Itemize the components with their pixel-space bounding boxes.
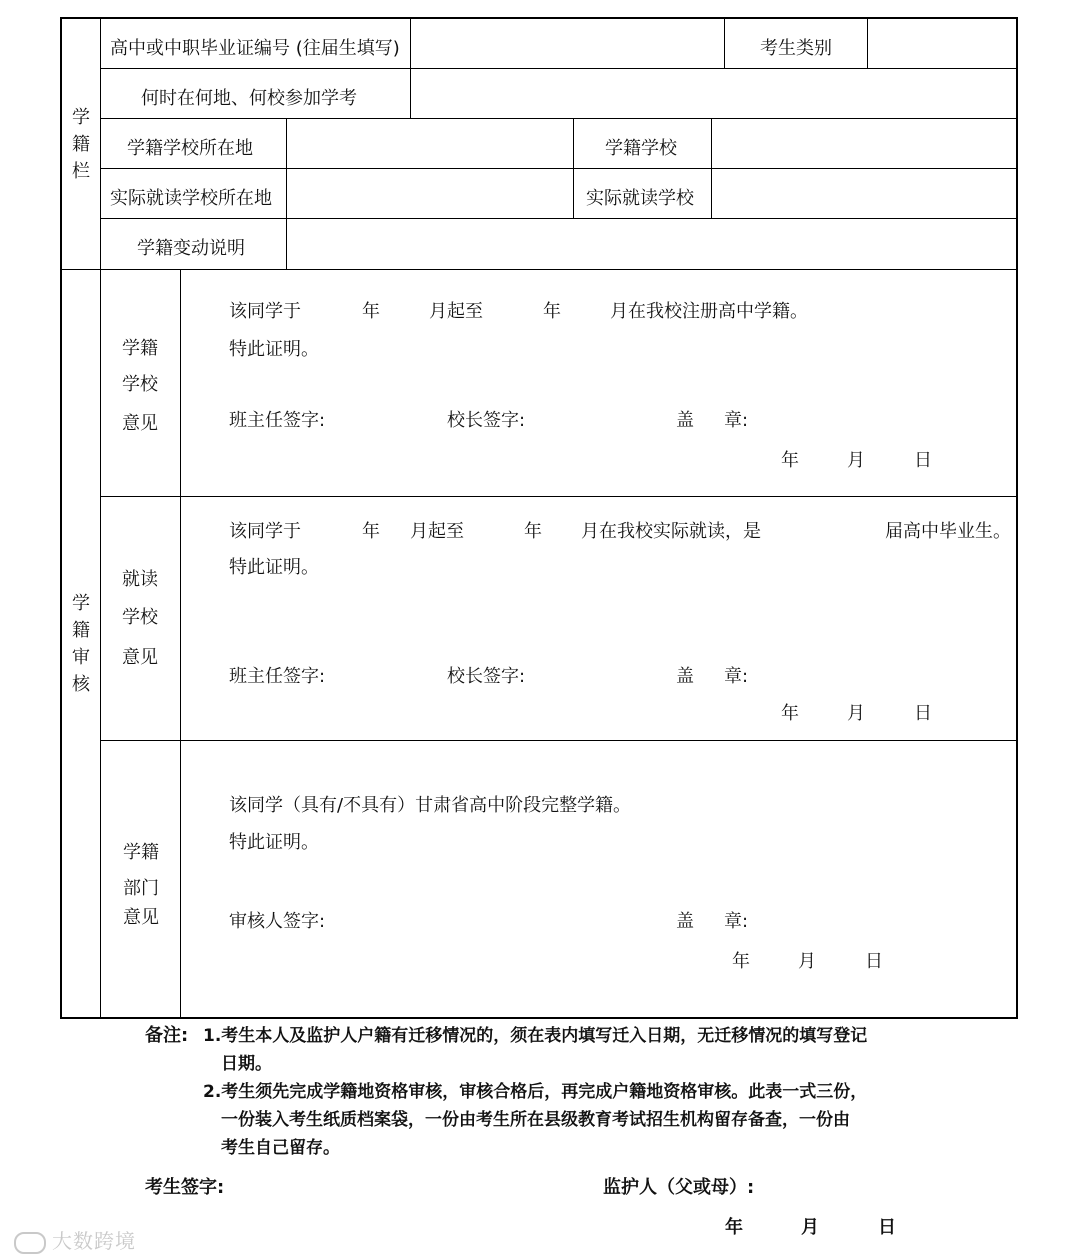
block2-text-part3: 月起至: [410, 521, 464, 542]
watermark: [14, 1225, 136, 1254]
section-title-shenhe: 学籍审核: [72, 593, 90, 695]
block3-label-line1: 学籍: [123, 842, 159, 863]
notes-prefix: 备注:: [145, 1025, 189, 1046]
block2-teacher-sign: 班主任签字:: [229, 666, 326, 687]
section-title-xueji: 学籍栏: [72, 107, 90, 182]
block1-date-year: 年: [781, 450, 799, 471]
block2-text-part4: 年: [524, 521, 542, 542]
block2-seal-a: 盖: [676, 666, 694, 687]
footer-date-month: 月: [801, 1217, 819, 1238]
column-divider: [867, 17, 868, 68]
block1-text-part5: 月在我校注册高中学籍。: [610, 301, 808, 322]
label-actual-school: 实际就读学校: [586, 188, 694, 209]
block2-text-part2: 年: [362, 521, 380, 542]
column-divider: [100, 17, 101, 1019]
row-divider: [100, 218, 1018, 219]
column-divider: [180, 269, 181, 1019]
student-sign-label: 考生签字:: [145, 1177, 225, 1198]
block3-statement: 该同学（具有/不具有）甘肃省高中阶段完整学籍。: [229, 795, 632, 816]
note1-line1: 1.考生本人及监护人户籍有迁移情况的，须在表内填写迁入日期，无迁移情况的填写登记: [203, 1026, 868, 1046]
block3-date-month: 月: [798, 951, 816, 972]
block3-reviewer-sign: 审核人签字:: [229, 911, 326, 932]
field-exam-time-place[interactable]: [412, 70, 1016, 116]
block1-teacher-sign: 班主任签字:: [229, 410, 326, 431]
block1-label-line1: 学籍: [122, 338, 158, 359]
label-registry-change-note: 学籍变动说明: [137, 238, 245, 259]
row-divider: [100, 740, 1018, 741]
block2-label-line3: 意见: [122, 647, 158, 668]
block3-seal-b: 章:: [724, 911, 749, 932]
field-actual-school[interactable]: [713, 170, 1016, 216]
column-divider: [724, 17, 725, 68]
block3-date-year: 年: [732, 951, 750, 972]
column-divider: [573, 118, 574, 219]
block1-text-part2: 年: [362, 301, 380, 322]
field-graduation-cert-no[interactable]: [412, 20, 722, 66]
block2-text-part1: 该同学于: [229, 521, 301, 542]
row-divider: [100, 496, 1018, 497]
label-candidate-category: 考生类别: [760, 38, 832, 59]
column-divider: [711, 118, 712, 219]
block1-date-month: 月: [847, 450, 865, 471]
watermark-text: 大数跨境: [52, 1229, 136, 1253]
block1-certify: 特此证明。: [229, 339, 319, 360]
block3-seal-a: 盖: [676, 911, 694, 932]
block1-text-part4: 年: [543, 301, 561, 322]
section-divider: [60, 269, 1018, 270]
label-graduation-cert-no: 高中或中职毕业证编号 (往届生填写): [110, 38, 400, 59]
block3-certify: 特此证明。: [229, 832, 319, 853]
block2-date-day: 日: [914, 703, 932, 724]
column-divider: [286, 118, 287, 269]
block1-label-line3: 意见: [122, 413, 158, 434]
field-registry-change-note[interactable]: [288, 220, 1016, 267]
block1-seal-a: 盖: [676, 410, 694, 431]
label-registry-school-location: 学籍学校所在地: [127, 138, 253, 159]
footer-date-year: 年: [725, 1217, 743, 1238]
block2-date-year: 年: [781, 703, 799, 724]
block2-text-part5: 月在我校实际就读，是: [581, 521, 761, 542]
footer-date-day: 日: [878, 1217, 896, 1238]
block1-text-part3: 月起至: [429, 301, 483, 322]
block2-certify: 特此证明。: [229, 557, 319, 578]
field-registry-school-location[interactable]: [288, 120, 571, 166]
block3-label-line3: 意见: [123, 907, 159, 928]
label-exam-time-place: 何时在何地、何校参加学考: [141, 88, 357, 109]
block1-date-day: 日: [914, 450, 932, 471]
column-divider: [410, 17, 411, 118]
block2-principal-sign: 校长签字:: [447, 666, 526, 687]
note1-line2: 日期。: [221, 1054, 272, 1074]
block2-label-line1: 就读: [122, 569, 158, 590]
row-divider: [100, 118, 1018, 119]
block2-label-line2: 学校: [122, 607, 158, 628]
block2-date-month: 月: [847, 703, 865, 724]
block3-date-day: 日: [865, 951, 883, 972]
row-divider: [100, 168, 1018, 169]
row-divider: [100, 68, 1018, 69]
guardian-sign-label: 监护人（父或母）:: [603, 1177, 755, 1198]
field-actual-school-location[interactable]: [288, 170, 571, 216]
block3-label-line2: 部门: [123, 878, 159, 899]
field-candidate-category[interactable]: [869, 20, 1015, 66]
block1-label-line2: 学校: [122, 374, 158, 395]
block1-text-part1: 该同学于: [229, 301, 301, 322]
label-actual-school-location: 实际就读学校所在地: [110, 188, 272, 209]
label-registry-school: 学籍学校: [605, 138, 677, 159]
note2-line1: 2.考生须先完成学籍地资格审核，审核合格后，再完成户籍地资格审核。此表一式三份，: [203, 1082, 868, 1102]
watermark-logo-icon: [14, 1232, 46, 1254]
field-registry-school[interactable]: [713, 120, 1016, 166]
block1-seal-b: 章:: [724, 410, 749, 431]
block1-principal-sign: 校长签字:: [447, 410, 526, 431]
note2-line3: 考生自己留存。: [221, 1138, 340, 1158]
block2-text-part6: 届高中毕业生。: [885, 521, 1011, 542]
note2-line2: 一份装入考生纸质档案袋，一份由考生所在县级教育考试招生机构留存备查，一份由: [221, 1110, 850, 1130]
block2-seal-b: 章:: [724, 666, 749, 687]
